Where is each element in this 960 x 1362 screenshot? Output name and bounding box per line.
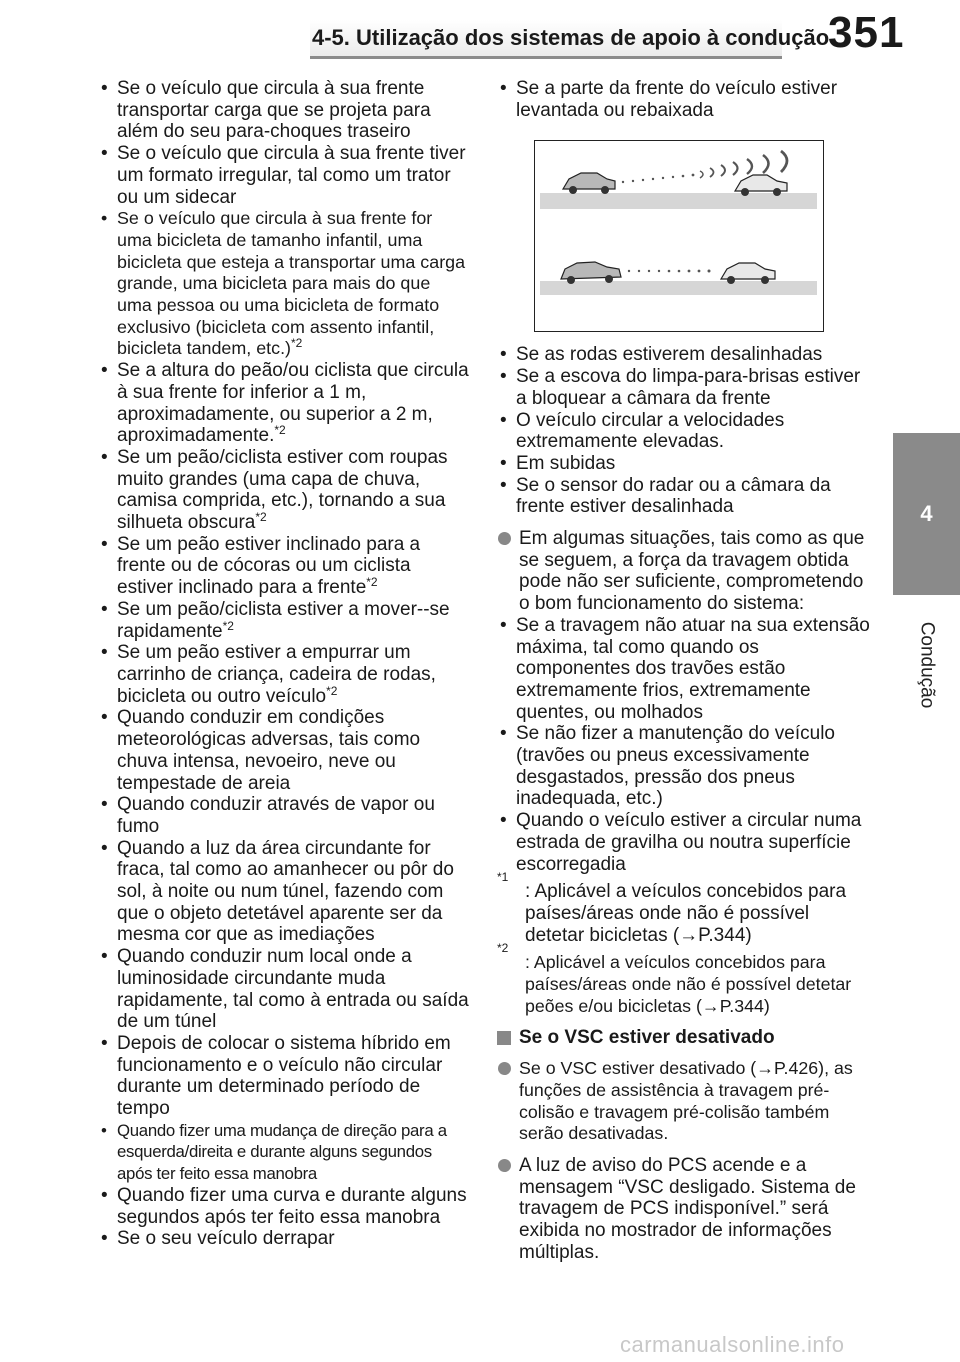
braking-conditions [497,615,872,875]
footnote-ref: *2 [366,575,378,590]
circle-bullet-icon [498,1062,511,1075]
footnote-ref: *2 [222,618,234,633]
section-title: 4-5. Utilização dos sistemas de apoio à condução [310,20,782,56]
list-item: • Quando conduzir num local onde a luminosidade circundante muda rapidamente, tal como à entrada ou saída de um túnel [98,946,470,1033]
vsc-note-text: A luz de aviso do PCS acende e a mensagem “VSC desligado. Sistema de travagem de PCS indisponível.” será exibida no mostrador de informações múltiplas. [519,1155,856,1263]
condition-list [98,78,470,1250]
list-item: • Se não fizer a manutenção do veículo (travões ou pneus excessivamente desgastados, pressão dos pneus inadequada, etc.) [497,723,872,810]
list-item: • Se o seu veículo derrapar [98,1228,470,1250]
footnote-2: *2 : Aplicável a veículos concebidos para países/áreas onde não é possível detetar peões e/ou bicicletas (→P.344) [497,941,852,1016]
square-bullet-icon [497,1031,511,1045]
condition-list-after [497,344,872,518]
footnote-1: *1 : Aplicável a veículos concebidos para países/áreas onde não é possível detetar bicicletas (→P.344) [497,870,847,946]
list-item: • Quando a luz da área circundante for fraca, tal como ao amanhecer ou pôr do sol, à noite ou num túnel, fazendo com que o objeto detetável aparente ser da mesma cor que as imediações [98,838,470,947]
list-item: • Se a travagem não atuar na sua extensão máxima, tal como quando os componentes dos travões estão extremamente frios, extremamente quentes, ou molhados [497,615,872,724]
chapter-label [893,600,960,730]
right-column [497,78,872,1264]
list-item: • Se o veículo que circula à sua frente tiver um formato irregular, tal como um trator ou um sidecar [98,143,470,208]
footnote-ref: *2 [326,683,338,698]
vsc-heading-text: Se o VSC estiver desativado [519,1026,775,1048]
circle-bullet-icon [498,1159,511,1172]
list-item: • Se um peão estiver inclinado para a frente ou de cócoras ou um ciclista estiver inclinado para a frente$^{*2}$ [98,534,470,599]
lead-car-lower [721,263,775,284]
list-item: • Se um peão/ciclista estiver com roupas muito grandes (uma capa de chuva, camisa comprida, etc.), tornando a sua silhueta obscura$^{*2}$ [98,447,470,534]
chapter-number: 4 [920,501,933,526]
vsc-note-2 [497,1155,872,1264]
list-item: • Se a parte da frente do veículo estiver levantada ou rebaixada [497,78,872,121]
road-lower [540,281,817,295]
list-item: • Se um peão/ciclista estiver a mover--se rapidamente$^{*2}$ [98,599,470,642]
list-item: • Se as rodas estiverem desalinhadas [497,344,872,366]
watermark: carmanualsonline.info [620,1332,845,1357]
list-item: • Depois de colocar o sistema híbrido em funcionamento e o veículo não circular durante um determinado período de tempo [98,1033,470,1120]
list-item: • Se o veículo que circula à sua frente for uma bicicleta de tamanho infantil, uma bicicleta que esteja a transportar uma carga grande, uma bicicleta para mais do que uma pessoa ou uma bicicleta de formato exclusivo (bicicleta com assento infantil, bicicleta tandem, etc.)$^{*2}$ [98,208,470,360]
list-item: • Se a escova do limpa-para-brisas estiver a bloquear a câmara da frente [497,366,872,409]
follower-car-lower [561,262,621,284]
footnote-text: : Aplicável a veículos concebidos para países/áreas onde não é possível detetar peões e/ou bicicletas (→P.344) [525,952,852,1016]
follower-car-upper [563,173,615,194]
chapter-tab[interactable] [893,433,960,595]
list-item: • Em subidas [497,453,872,475]
footnote-text: : Aplicável a veículos concebidos para países/áreas onde não é possível detetar bicicletas (→P.344) [525,881,847,946]
vsc-heading [497,1027,872,1049]
footnote-ref: *2 [274,423,286,438]
list-item: • O veículo circular a velocidades extremamente elevadas. [497,410,872,453]
list-item: • Quando o veículo estiver a circular numa estrada de gravilha ou noutra superfície escorregadia [497,810,872,875]
list-item: • Se um peão estiver a empurrar um carrinho de criança, cadeira de rodas, bicicleta ou outro veículo$^{*2}$ [98,642,470,707]
footnote-ref: *2 [291,336,303,351]
vsc-note-1 [497,1058,872,1145]
braking-note [497,528,872,615]
list-item: • Se o veículo que circula à sua frente transportar carga que se projeta para além do seu para-choques traseiro [98,78,470,143]
vehicle-pitch-illustration [534,140,824,332]
list-item: • Quando fizer uma mudança de direção para a esquerda/direita e durante alguns segundos após ter feito essa manobra [98,1120,470,1185]
list-item: • Quando conduzir através de vapor ou fumo [98,794,470,837]
chapter-label-text: Condução [916,621,938,709]
braking-note-intro: Em algumas situações, tais como as que se seguem, a força da travagem obtida pode não ser suficiente, comprometendo o bom funcionamento do sistema: [519,528,865,615]
list-item: • Quando conduzir em condições meteorológicas adversas, tais como chuva intensa, nevoeiro, neve ou tempestade de areia [98,707,470,794]
list-item: • Se a altura do peão/ou ciclista que circula à sua frente for inferior a 1 m, aproximadamente, ou superior a 2 m, aproximadamente.$^{*2}$ [98,360,470,447]
left-column [98,78,470,1250]
circle-bullet-icon [498,532,511,545]
illustration-svg [535,141,823,331]
radar-beam-lower [628,270,711,273]
condition-list-top [497,78,872,121]
lead-car-upper [735,175,787,196]
list-item: • Se o sensor do radar ou a câmara da frente estiver desalinhada [497,475,872,518]
page-header [0,0,960,70]
vsc-note-text: Se o VSC estiver desativado (→P.426), as funções de assistência à travagem pré-colisão e travagem pré-colisão também serão desativadas. [519,1058,853,1144]
list-item: • Quando fizer uma curva e durante alguns segundos após ter feito essa manobra [98,1185,470,1228]
footnote-ref: *2 [255,510,267,525]
page-number: 351 [828,8,905,57]
